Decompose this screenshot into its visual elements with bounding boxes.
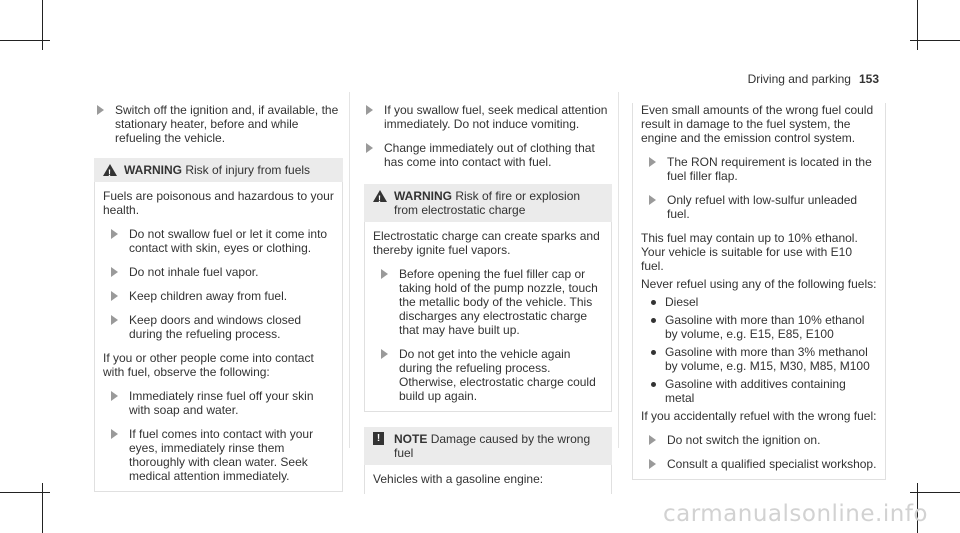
column-divider [618,92,619,448]
note-exclamation-icon: ! [373,432,384,445]
list-item: Gasoline with more than 10% ethanol by volume, e.g. E15, E85, E100 [641,313,877,341]
warning-triangle-icon: ! [103,164,117,176]
arrow-bullet-icon [649,459,656,469]
arrow-bullet-icon [649,195,656,205]
section-title: Driving and parking [747,72,851,86]
list-item: Consult a qualified specialist workshop. [641,457,877,471]
list-item: Switch off the ignition and, if available, the stationary heater, before and while refueling the vehicle. [89,103,343,145]
list-item: Do not get into the vehicle again during the refueling process. Otherwise, electrostatic charge could build up again. [373,347,603,403]
warning-intro: Electrostatic charge can create sparks and thereby ignite fuel vapors. [373,229,600,257]
warning-triangle-icon: ! [373,190,387,202]
warning-body [94,182,343,492]
note-box [364,427,612,494]
bullet-dot-icon [651,382,656,387]
warning-intro: Fuels are poisonous and hazardous to your health. [103,189,334,217]
list-item: Do not inhale fuel vapor. [103,265,334,279]
list-item: Diesel [641,295,877,309]
arrow-bullet-icon [381,269,388,279]
arrow-bullet-icon [366,143,373,153]
list-item: Gasoline with additives containing metal [641,377,877,405]
list-item: Keep doors and windows closed during the refueling process. [103,313,334,341]
list-item: Gasoline with more than 3% methanol by volume, e.g. M15, M30, M85, M100 [641,345,877,373]
arrow-bullet-icon [111,429,118,439]
arrow-bullet-icon [111,267,118,277]
column-2 [358,103,612,494]
warning-header [94,158,343,182]
arrow-bullet-icon [111,315,118,325]
warning-header [364,184,612,222]
paragraph: Never refuel using any of the following fuels: [641,277,877,291]
arrow-bullet-icon [111,229,118,239]
arrow-bullet-icon [649,157,656,167]
note-body [364,465,612,494]
paragraph: Even small amounts of the wrong fuel could result in damage to the fuel system, the engine and the emission control system. [641,103,874,145]
list-item: If fuel comes into contact with your eyes, immediately rinse them thoroughly with clean water. Seek medical attention immediately. [103,427,334,483]
bullet-dot-icon [651,300,656,305]
arrow-bullet-icon [111,391,118,401]
note-label: NOTE [394,432,428,446]
warning-label: WARNING [124,163,182,177]
list-item: If you swallow fuel, seek medical attention immediately. Do not induce vomiting. [358,103,612,131]
page-header [748,72,879,86]
list-item: Do not switch the ignition on. [641,433,877,447]
arrow-bullet-icon [649,435,656,445]
arrow-bullet-icon [381,349,388,359]
warning-title: Risk of fire or explosion from electrostatic charge [394,189,581,217]
watermark: carmanualsonline.info [662,501,928,527]
bullet-dot-icon [651,350,656,355]
list-item: The RON requirement is located in the fuel filler flap. [641,155,877,183]
list-item: Only refuel with low-sulfur unleaded fuel. [641,193,877,221]
column-1 [89,103,343,492]
arrow-bullet-icon [366,105,373,115]
note-title: Damage caused by the wrong fuel [394,432,591,460]
warning-title: Risk of injury from fuels [185,163,311,177]
note-continuation-box [632,103,886,480]
column-divider [349,92,350,448]
arrow-bullet-icon [111,291,118,301]
note-text: Vehicles with a gasoline engine: [373,472,544,486]
warning-body [364,222,612,412]
warning-box [364,184,612,412]
list-item: Before opening the fuel filler cap or taking hold of the pump nozzle, touch the metallic body of the vehicle. This discharges any electrostatic charge that may have built up. [373,267,603,337]
list-item: Immediately rinse fuel off your skin with soap and water. [103,389,334,417]
warning-box [94,158,343,492]
paragraph: This fuel may contain up to 10% ethanol. Your vehicle is suitable for use with E10 fuel. [641,231,858,273]
bullet-dot-icon [651,318,656,323]
paragraph: If you or other people come into contact with fuel, observe the following: [103,351,314,379]
list-item: Change immediately out of clothing that has come into contact with fuel. [358,141,612,169]
arrow-bullet-icon [97,105,104,115]
column-3 [632,103,886,480]
list-item: Do not swallow fuel or let it come into contact with skin, eyes or clothing. [103,227,334,255]
list-item: Keep children away from fuel. [103,289,334,303]
page-number: 153 [858,72,879,86]
paragraph: If you accidentally refuel with the wrong fuel: [641,409,877,423]
warning-label: WARNING [394,189,452,203]
note-header [364,427,612,465]
